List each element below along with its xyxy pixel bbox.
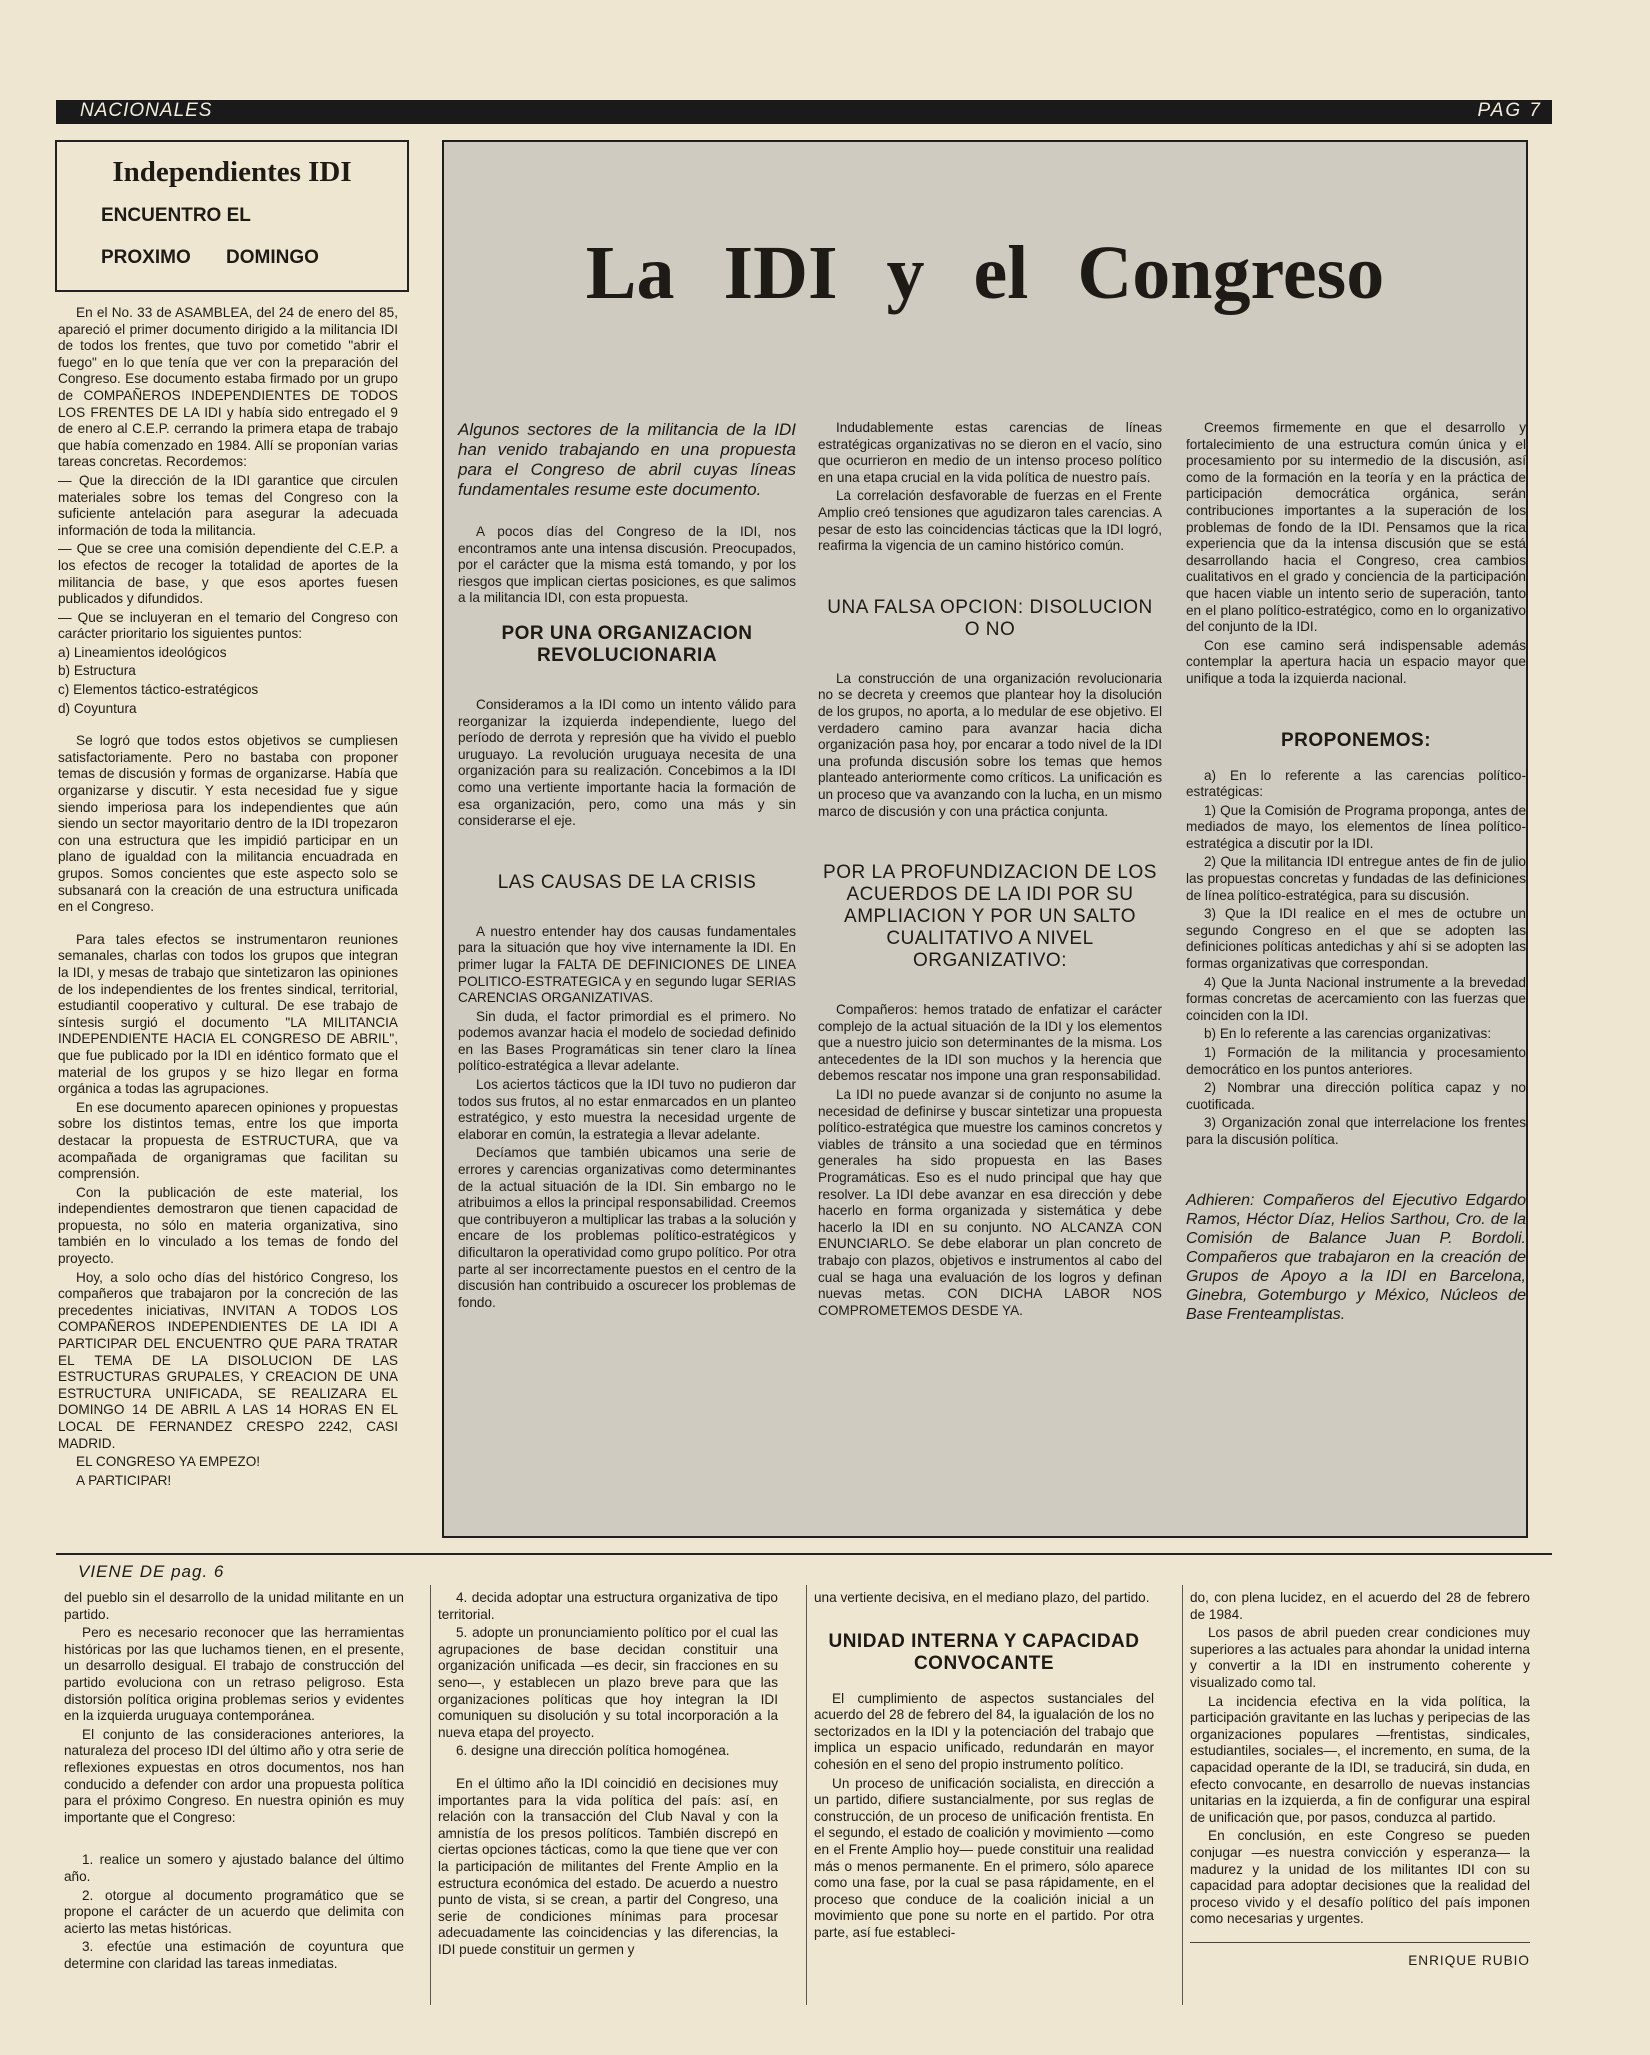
paragraph: Decíamos que también ubicamos una serie de errores y carencias organizativas como determinantes de la actual situación de la IDI. Sin embargo no le atribuimos a ellos la principal responsabilidad. Creemos que contribuyeron a multiplicar las trabas a la solución y encare de los problemas político-estratégicos y dificultaron la operatividad como grupo político. Por otra parte al ser incorrectamente puestos en el centro de la discusión han contribuido a oscurecer los problemas de fondo. [458, 1145, 796, 1310]
subheading: PROPONEMOS: [1280, 729, 1432, 751]
list-item: 1. realice un somero y ajustado balance del último año. [64, 1852, 404, 1884]
paragraph: Compañeros: hemos tratado de enfatizar el carácter complejo de la actual situación de la IDI y los elementos que a nuestro juicio son determinantes de la misma. Los antecedentes de la IDI son muchos y la herencia que debemos rescatar nos impone una gran responsabilidad. [818, 1002, 1162, 1084]
left-column-article [58, 305, 398, 1491]
feature-column-1 [458, 420, 796, 1313]
column-divider [1182, 1585, 1183, 2005]
paragraph: a) En lo referente a las carencias político-estratégicas: [1186, 767, 1526, 800]
feature-column-3 [1186, 420, 1526, 1326]
paragraph: Los pasos de abril pueden crear condiciones muy superiores a las actuales para ahondar la unidad interna y convertir a la IDI en instrumento coherente y visualizado como tal. [1190, 1625, 1530, 1690]
paragraph: El conjunto de las consideraciones anteriores, la naturaleza del proceso IDI del último año y otra serie de reflexiones expuestas en otros documentos, nos han conducido a defender con ardor una propuesta política para el próximo Congreso. En nuestra opinión es muy importante que el Congreso: [64, 1726, 404, 1825]
subheading: LAS CAUSAS DE LA CRISIS [497, 871, 757, 893]
list-item: b) Estructura [58, 663, 136, 679]
paragraph: del pueblo sin el desarrollo de la unidad militante en un partido. [64, 1590, 404, 1622]
continued-from-label: VIENE DE pag. 6 [78, 1562, 225, 1581]
list-item: 4) Que la Junta Nacional instrumente a la brevedad formas concretas de acercamiento con las fuerzas que coinciden con la IDI. [1186, 974, 1526, 1023]
paragraph: Sin duda, el factor primordial es el primero. No podemos avanzar hacia el modelo de sociedad definido en las Bases Programáticas sin tener claro la línea político-estratégica a llevar adelante. [458, 1008, 796, 1074]
announcement-title: Independientes IDI [112, 156, 352, 188]
paragraph: Pero es necesario reconocer que las herramientas históricas por las que luchamos tienen, en el presente, un desarrollo desigual. El trabajo de construcción del partido evoluciona con un retraso peligroso. Esta distorsión política origina problemas serios y evidentes en la izquierda uruguaya contemporánea. [64, 1625, 404, 1724]
subheading: UNIDAD INTERNA Y CAPACIDAD CONVOCANTE [828, 1630, 1140, 1674]
paragraph: Con ese camino será indispensable además contemplar la apertura hacia un espacio mayor que unifique a toda la izquierda nacional. [1186, 637, 1526, 686]
page-number: PAG 7 [1477, 100, 1542, 121]
adherents-note: Adhieren: Compañeros del Ejecutivo Edgardo Ramos, Héctor Díaz, Helios Sarthou, Cro. de la Comisión de Balance Juan P. Bordoli. Compañeros que trabajaron en la creación de Grupos de Apoyo a la IDI en Barcelona, Ginebra, Gotemburgo y México, Núcleos de Base Frenteamplistas. [1186, 1191, 1526, 1323]
list-item: 2) Que la militancia IDI entregue antes de fin de julio las propuestas concretas y fundadas de las definiciones de línea político-estratégica, para su discusión. [1186, 854, 1526, 903]
paragraph: Para tales efectos se instrumentaron reuniones semanales, charlas con todos los grupos que integran la IDI, y mesas de trabajo que sintetizaron las opiniones de los independientes de los frentes sindical, territorial, estudiantil cooperativo y cultural. De ese trabajo de síntesis surgió el documento "LA MILITANCIA INDEPENDIENTE HACIA EL CONGRESO DE ABRIL", que fue publicado por la IDI en idéntico formato que el material de los grupos y se hizo llegar en forma orgánica a todas las agrupaciones. [58, 931, 398, 1097]
list-item: 2. otorgue al documento programático que se propone el carácter de un acuerdo que delimita con acierto las metas históricas. [64, 1887, 404, 1936]
section-header-bar [56, 100, 1552, 124]
paragraph: Con la publicación de este material, los independientes demostraron que tienen capacidad de propuesta, no sólo en materia organizativa, sino también en lo vinculado a los temas de fondo del proyecto. [58, 1184, 398, 1267]
subheading: POR LA PROFUNDIZACION DE LOS ACUERDOS DE LA IDI POR SU AMPLIACION Y POR UN SALTO CUALITATIVO A NIVEL ORGANIZATIVO: [823, 862, 1157, 972]
author-signature: ENRIQUE RUBIO [1408, 1952, 1530, 1968]
list-item: 5. adopte un pronunciamiento político por el cual las agrupaciones de base decidan constituir una organización unificada —es decir, sin fracciones en su seno—, y establecen un plazo breve para que las organizaciones políticas que hoy integran la IDI comuniquen su disolución y su total incorporación a la nueva etapa del proyecto. [438, 1625, 778, 1740]
paragraph: En el último año la IDI coincidió en decisiones muy importantes para la vida política del país: así, en relación con la transacción del Club Naval y con la amnistía de los presos políticos. También discrepó en ciertas opciones tácticas, como la que tiene que ver con la participación de militantes del Frente Amplio en la estructura económica del estado. De acuerdo a nuestro punto de vista, si se crean, a partir del Congreso, una serie de condiciones mínimas para procesar adecuadamente las coincidencias y las diferencias, la IDI puede constituir un germen y [438, 1775, 778, 1957]
paragraph: La IDI no puede avanzar si de conjunto no asume la necesidad de definirse y buscar sintetizar una propuesta político-estratégica que muestre los caminos concretos y viables de tránsito a una sociedad que en términos generales ha sido propuesta en las Bases Programáticas. Eso es el nudo principal que hay que resolver. La IDI debe avanzar en esa dirección y debe hacerlo en forma organizada y sistemática y debe hacerlo la IDI en su conjunto. NO ALCANZA CON ENUNCIARLO. Se debe elaborar un plan concreto de trabajo con plazos, objetivos e instrumentos al cabo del cual se haga una evaluación de los logros y definan nuevas metas. CON DICHA LABOR NOS COMPROMETEMOS DESDE YA. [818, 1087, 1162, 1318]
list-item: 2) Nombrar una dirección política capaz y no cuotificada. [1186, 1080, 1526, 1112]
paragraph: A pocos días del Congreso de la IDI, nos encontramos ante una intensa discusión. Preocupados, por el carácter que la misma está tomando, y por los riesgos que implican ciertas posiciones, es que salimos a la militancia IDI, con esta propuesta. [458, 524, 796, 606]
paragraph: En conclusión, en este Congreso se pueden conjugar —es nuestra convicción y esperanza— la madurez y la unidad de los militantes IDI con su capacidad para adoptar decisiones que la realidad del proceso vivido y el desafío político del país imponen como necesarias y urgentes. [1190, 1828, 1530, 1927]
bottom-column-3 [814, 1590, 1154, 1944]
paragraph: Hoy, a solo ocho días del histórico Congreso, los compañeros que trabajaron por la concreción de las precedentes iniciativas, INVITAN A TODOS LOS COMPAÑEROS INDEPENDIENTES DE LA IDI A PARTICIPAR DEL ENCUENTRO QUE PARA TRATAR EL TEMA DE LA DISOLUCION DE LAS ESTRUCTURAS GRUPALES, Y CREACION DE UNA ESTRUCTURA UNIFICADA, SE REALIZARA EL DOMINGO 14 DE ABRIL A LAS 14 HORAS EN EL LOCAL DE FERNANDEZ CRESPO 2242, CASI MADRID. [58, 1269, 398, 1451]
list-item: d) Coyuntura [58, 700, 137, 716]
feature-column-2 [818, 420, 1162, 1321]
paragraph: do, con plena lucidez, en el acuerdo del 28 de febrero de 1984. [1190, 1590, 1530, 1622]
list-item: 3) Organización zonal que interrelacione los frentes para la discusión política. [1186, 1115, 1526, 1147]
list-item: — Que se cree una comisión dependiente del C.E.P. a los efectos de recoger la totalidad de aportes de la militancia de base, y que esos aportes fuesen publicados y difundidos. [58, 541, 398, 607]
paragraph: Creemos firmemente en que el desarrollo y fortalecimiento de una estructura común única y el procesamiento por su intermedio de la discusión, así como de la formación en la teoría y en la práctica de participación democrática orgánica, serán contribuciones importantes a la superación de los problemas de fondo de la IDI. Pensamos que la rica experiencia que da la intensa discusión que se está desarrollando hacia el Congreso, crea cambios cualitativos en el grado y conciencia de la participación que hacen viable un intento serio de superación, tanto en el plano político-estratégico, como en lo organizativo del conjunto de la IDI. [1186, 420, 1526, 635]
paragraph: Un proceso de unificación socialista, en dirección a un partido, difiere sustancialmente, por sus reglas de construcción, de un proceso de unificación frentista. En el segundo, el estado de coalición y movimiento —como en el Frente Amplio hoy— puede constituir una realidad más o menos permanente. En el primero, sólo aparece como una fase, por la cual se pasa rápidamente, en el proceso que conduce de la coalición inicial a un movimiento que pone su norte en el partido. Por otra parte, así fue estableci- [814, 1775, 1154, 1940]
list-item: 3) Que la IDI realice en el mes de octubre un segundo Congreso en el que se adopten las definiciones políticas antedichas y ahí si se adopten las formas organizativas que correspondan. [1186, 906, 1526, 972]
list-item: 4. decida adoptar una estructura organizativa de tipo territorial. [438, 1590, 778, 1622]
announcement-box [55, 140, 409, 292]
paragraph: Indudablemente estas carencias de líneas estratégicas organizativas no se dieron en el vacío, sino que ocurrieron en medio de un intenso proceso político en una etapa crucial en la vida política de nuestro país. [818, 420, 1162, 485]
section-label: NACIONALES [80, 100, 213, 121]
paragraph: A nuestro entender hay dos causas fundamentales para la situación que hoy vive internamente la IDI. En primer lugar la FALTA DE DEFINICIONES DE LINEA POLITICO-ESTRATEGICA y en segundo lugar SERIAS CARENCIAS ORGANIZATIVAS. [458, 923, 796, 1006]
signature-rule [1190, 1942, 1530, 1943]
paragraph: Consideramos a la IDI como un intento válido para reorganizar la izquierda independiente, luego del período de derrota y represión que ha vivido el pueblo uruguayo. La revolución uruguaya necesita de una organización para su realización. Concebimos a la IDI como una vertiente importante hacia la formación de esa organización, pero, como una más y sin considerarse el eje. [458, 696, 796, 829]
list-item: a) Lineamientos ideológicos [58, 644, 227, 660]
paragraph: La construcción de una organización revolucionaria no se decreta y creemos que plantear hoy la disolución de los grupos, no aporta, a lo medular de ese objetivo. El verdadero camino para avanzar hacia dicha organización pasa hoy, por encarar a todo nivel de la IDI una profunda discusión sobre los temas que hemos planteado anteriormente como críticos. La unificación es un proceso que va avanzando con la lucha, en un mismo marco de discusión y con una práctica conjunta. [818, 670, 1162, 819]
paragraph: La correlación desfavorable de fuerzas en el Frente Amplio creó tensiones que agudizaron tales carencias. A pesar de esto las coincidencias tácticas que la IDI logró, reafirma la vigencia de un camino histórico común. [818, 488, 1162, 554]
list-item: — Que se incluyeran en el temario del Congreso con carácter prioritario los siguientes puntos: [58, 609, 398, 642]
list-item: 3. efectúe una estimación de coyuntura que determine con claridad las tareas inmediatas. [64, 1939, 404, 1971]
paragraph: La incidencia efectiva en la vida política, la participación gravitante en las luchas y peripecias de las organizaciones populares —frentistas, sindicales, estudiantiles, sociales—, el incremento, en suma, de la capacidad operante de la IDI, se traducirá, sin duda, en efecto convocante, en desarrollo de nuevas instancias unitarias en la izquierda, a fin de configurar una espiral de unificación que, por pasos, conduzca al partido. [1190, 1693, 1530, 1825]
bottom-column-2 [438, 1590, 778, 1960]
paragraph: Se logró que todos estos objetivos se cumpliesen satisfactoriamente. Pero no bastaba con proponer temas de discusión y formas de organizarse. Había que organizarse y discutir. Y esta necesidad fue y sigue siendo imperiosa para los independientes que aún siendo un sector mayoritario dentro de la IDI tropezaron con una estructura que les impidió participar en un plano de igualdad con la militancia encuadrada en grupos. Somos concientes que este aspecto solo se subsanará con la creación de una estructura unificada en el Congreso. [58, 733, 398, 915]
paragraph: una vertiente decisiva, en el mediano plazo, del partido. [814, 1590, 1150, 1605]
column-divider [430, 1585, 431, 2005]
paragraph: EL CONGRESO YA EMPEZO! [76, 1454, 261, 1470]
announcement-line-2: PROXIMO DOMINGO [101, 247, 319, 268]
bottom-column-1 [64, 1590, 404, 1974]
paragraph: A PARTICIPAR! [76, 1472, 172, 1488]
paragraph: En ese documento aparecen opiniones y propuestas sobre los distintos temas, entre los que importa destacar la propuesta de ESTRUCTURA, que va acompañada de organigramas que facilitan su comprensión. [58, 1099, 398, 1182]
list-item: 1) Formación de la militancia y procesamiento democrático en los puntos anteriores. [1186, 1045, 1526, 1077]
list-item: 6. designe una dirección política homogénea. [456, 1743, 730, 1759]
subheading: POR UNA ORGANIZACION REVOLUCIONARIA [501, 622, 753, 666]
feature-intro: Algunos sectores de la militancia de la IDI han venido trabajando en una propuesta para el Congreso de abril cuyas líneas fundamentales resume este documento. [458, 420, 796, 499]
subheading: UNA FALSA OPCION: DISOLUCION O NO [827, 596, 1153, 640]
bottom-separator [56, 1553, 1552, 1555]
bottom-column-4 [1190, 1590, 1530, 1969]
paragraph: Los aciertos tácticos que la IDI tuvo no pudieron dar todos sus frutos, al no estar enmarcados en un planteo estratégico, y esto muestra la necesidad urgente de elaborar en común, la estrategia a llevar adelante. [458, 1077, 796, 1142]
list-item: c) Elementos táctico-estratégicos [58, 682, 259, 698]
paragraph: El cumplimiento de aspectos sustanciales del acuerdo del 28 de febrero del 84, la igualación de los no sectorizados en la IDI y la potenciación del trabajo que implica un espacio unificado, redundarán en mayor cohesión en el seno del propio instrumento político. [814, 1690, 1154, 1772]
paragraph: b) En lo referente a las carencias organizativas: [1204, 1026, 1492, 1042]
paragraph: En el No. 33 de ASAMBLEA, del 24 de enero del 85, apareció el primer documento dirigido a la militancia IDI de todos los frentes, que tuvo por cometido "abrir el fuego" en lo que tenía que ver con la preparación del Congreso. Ese documento estaba firmado por un grupo de COMPAÑEROS INDEPENDIENTES DE TODOS LOS FRENTES DE LA IDI y había sido entregado el 9 de enero al C.E.P. cerrando la primera etapa de trabajo que había comenzado en 1984. Allí se proponían varias tareas concretas. Recordemos: [58, 305, 398, 470]
list-item: 1) Que la Comisión de Programa proponga, antes de mediados de mayo, los elementos de línea político-estratégica a discutir por la IDI. [1186, 802, 1526, 851]
feature-title: La IDI y el Congreso [585, 231, 1385, 315]
column-divider [806, 1585, 807, 2005]
announcement-line-1: ENCUENTRO EL [101, 205, 251, 226]
list-item: — Que la dirección de la IDI garantice que circulen materiales sobre los temas del Congreso con la suficiente antelación para asegurar la adecuada información de toda la militancia. [58, 472, 398, 538]
